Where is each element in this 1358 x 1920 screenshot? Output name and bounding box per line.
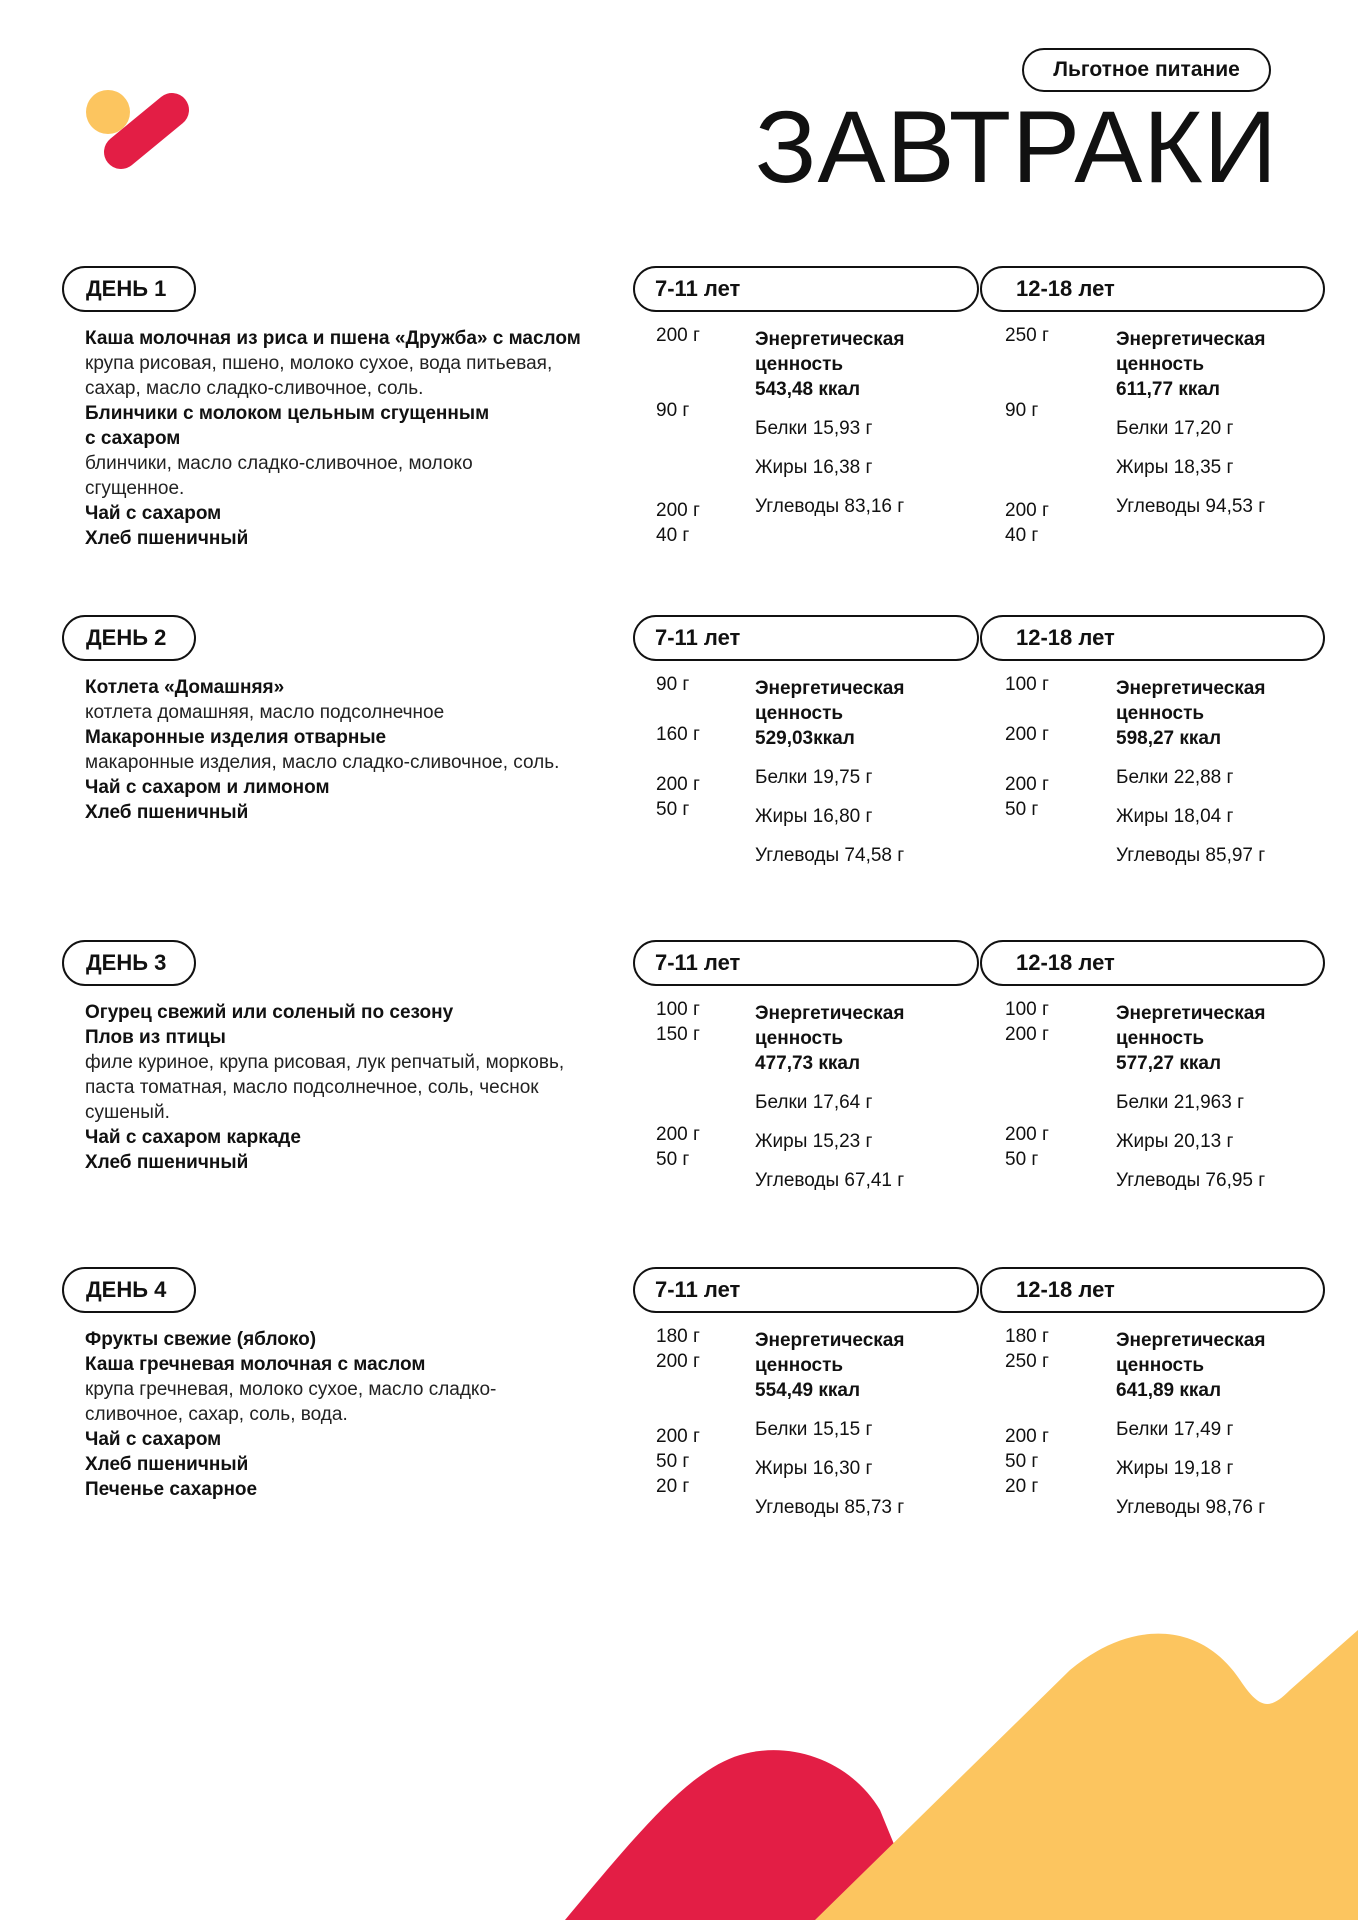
energy-value: 611,77 ккал — [1116, 379, 1220, 400]
dish-name: Хлеб пшеничный — [85, 1454, 249, 1475]
portion-weight: 180 г — [656, 1326, 700, 1347]
protein-value: Белки 21,963 г — [1116, 1092, 1245, 1113]
energy-value: 641,89 ккал — [1116, 1380, 1222, 1401]
dish-ingredients: блинчики, масло сладко-сливочное, молоко — [85, 453, 473, 474]
dish-name: Хлеб пшеничный — [85, 802, 249, 823]
portion-weight: 100 г — [1005, 999, 1049, 1020]
energy-label: ценность — [755, 703, 844, 724]
portion-weight: 180 г — [1005, 1326, 1049, 1347]
decorative-shapes — [0, 1620, 1358, 1920]
energy-value: 543,48 ккал — [755, 379, 861, 400]
nutrition-facts — [1116, 327, 1316, 519]
portion-weight: 200 г — [656, 1124, 700, 1145]
carbs-value: Углеводы 76,95 г — [1116, 1170, 1266, 1191]
energy-label: Энергетическая — [1116, 329, 1266, 350]
menu-list — [85, 675, 630, 825]
day-section — [0, 1267, 1358, 1597]
portion-weight: 200 г — [656, 325, 700, 346]
portion-weight: 200 г — [656, 1426, 700, 1447]
protein-value: Белки 17,64 г — [755, 1092, 873, 1113]
dish-name: Каша молочная из риса и пшена «Дружба» с маслом — [85, 328, 581, 349]
menu-list — [85, 1327, 630, 1502]
portion-weight: 200 г — [656, 774, 700, 795]
nutrition-facts — [755, 327, 955, 519]
age-group-7-11: 7-11 лет — [633, 940, 979, 986]
fat-value: Жиры 18,35 г — [1116, 457, 1234, 478]
dish-ingredients: филе куриное, крупа рисовая, лук репчатый, морковь, — [85, 1052, 565, 1073]
energy-label: Энергетическая — [1116, 678, 1266, 699]
portion-weight: 200 г — [1005, 500, 1049, 521]
nutrition-facts — [755, 1328, 955, 1520]
carbs-value: Углеводы 85,97 г — [1116, 845, 1266, 866]
protein-value: Белки 15,93 г — [755, 418, 873, 439]
portion-weight: 40 г — [656, 525, 690, 546]
portion-weight: 50 г — [1005, 1149, 1039, 1170]
brand-logo — [84, 86, 194, 176]
portion-weight: 100 г — [1005, 674, 1049, 695]
portion-weight: 50 г — [1005, 1451, 1039, 1472]
nutrition-facts — [1116, 1001, 1316, 1193]
age-group-12-18: 12-18 лет — [980, 1267, 1325, 1313]
energy-label: ценность — [1116, 1355, 1205, 1376]
yellow-wave-shape — [815, 1630, 1358, 1920]
energy-label: ценность — [755, 1028, 844, 1049]
fat-value: Жиры 15,23 г — [755, 1131, 873, 1152]
dish-name: Чай с сахаром и лимоном — [85, 777, 330, 798]
carbs-value: Углеводы 94,53 г — [1116, 496, 1266, 517]
fat-value: Жиры 20,13 г — [1116, 1131, 1234, 1152]
energy-label: ценность — [1116, 703, 1205, 724]
portion-weight: 200 г — [1005, 774, 1049, 795]
protein-value: Белки 17,49 г — [1116, 1419, 1234, 1440]
dish-name: Хлеб пшеничный — [85, 528, 249, 549]
age-group-7-11: 7-11 лет — [633, 1267, 979, 1313]
carbs-value: Углеводы 98,76 г — [1116, 1497, 1266, 1518]
energy-label: ценность — [1116, 354, 1205, 375]
logo-yellow-dot — [86, 90, 130, 134]
dish-name: Блинчики с молоком цельным сгущенным — [85, 403, 490, 424]
energy-value: 477,73 ккал — [755, 1053, 861, 1074]
protein-value: Белки 15,15 г — [755, 1419, 873, 1440]
energy-label: Энергетическая — [755, 1003, 905, 1024]
portion-weight: 200 г — [656, 1351, 700, 1372]
nutrition-facts — [755, 676, 955, 868]
dish-ingredients: макаронные изделия, масло сладко-сливочное, соль. — [85, 752, 560, 773]
portion-weight: 90 г — [656, 400, 690, 421]
age-group-12-18: 12-18 лет — [980, 940, 1325, 986]
protein-value: Белки 19,75 г — [755, 767, 873, 788]
energy-label: Энергетическая — [755, 1330, 905, 1351]
dish-ingredients: сгущенное. — [85, 478, 185, 499]
age-group-7-11: 7-11 лет — [633, 266, 979, 312]
dish-ingredients: паста томатная, масло подсолнечное, соль, чеснок — [85, 1077, 539, 1098]
portion-weight: 90 г — [656, 674, 690, 695]
dish-ingredients: сушеный. — [85, 1102, 170, 1123]
fat-value: Жиры 18,04 г — [1116, 806, 1234, 827]
age-group-12-18: 12-18 лет — [980, 615, 1325, 661]
fat-value: Жиры 19,18 г — [1116, 1458, 1234, 1479]
carbs-value: Углеводы 83,16 г — [755, 496, 905, 517]
menu-list — [85, 1000, 630, 1175]
portion-weight: 50 г — [1005, 799, 1039, 820]
energy-value: 554,49 ккал — [755, 1380, 861, 1401]
carbs-value: Углеводы 85,73 г — [755, 1497, 905, 1518]
dish-name: Фрукты свежие (яблоко) — [85, 1329, 317, 1350]
day-section — [0, 940, 1358, 1270]
fat-value: Жиры 16,80 г — [755, 806, 873, 827]
portion-weight: 90 г — [1005, 400, 1039, 421]
dish-name: Чай с сахаром — [85, 503, 222, 524]
day-section — [0, 266, 1358, 596]
dish-name: Котлета «Домашняя» — [85, 677, 285, 698]
energy-label: ценность — [1116, 1028, 1205, 1049]
portion-weight: 200 г — [1005, 1426, 1049, 1447]
nutrition-facts — [1116, 1328, 1316, 1520]
portion-weight: 50 г — [656, 1149, 690, 1170]
fat-value: Жиры 16,30 г — [755, 1458, 873, 1479]
energy-value: 598,27 ккал — [1116, 728, 1222, 749]
age-group-12-18: 12-18 лет — [980, 266, 1325, 312]
dish-name: Хлеб пшеничный — [85, 1152, 249, 1173]
carbs-value: Углеводы 67,41 г — [755, 1170, 905, 1191]
protein-value: Белки 22,88 г — [1116, 767, 1234, 788]
dish-ingredients: котлета домашняя, масло подсолнечное — [85, 702, 445, 723]
portion-weight: 100 г — [656, 999, 700, 1020]
portion-weight: 50 г — [656, 1451, 690, 1472]
portion-weight: 20 г — [1005, 1476, 1039, 1497]
page-title: ЗАВТРАКИ — [754, 90, 1278, 204]
menu-list — [85, 326, 630, 551]
dish-name: Чай с сахаром — [85, 1429, 222, 1450]
protein-value: Белки 17,20 г — [1116, 418, 1234, 439]
portion-weight: 40 г — [1005, 525, 1039, 546]
energy-value: 577,27 ккал — [1116, 1053, 1222, 1074]
portion-weight: 200 г — [1005, 724, 1049, 745]
energy-label: Энергетическая — [755, 678, 905, 699]
dish-name: Огурец свежий или соленый по сезону — [85, 1002, 454, 1023]
day-label: ДЕНЬ 2 — [62, 615, 196, 661]
dish-name: Каша гречневая молочная с маслом — [85, 1354, 426, 1375]
energy-label: ценность — [755, 354, 844, 375]
energy-label: Энергетическая — [1116, 1003, 1266, 1024]
portion-weight: 200 г — [1005, 1024, 1049, 1045]
age-group-7-11: 7-11 лет — [633, 615, 979, 661]
fat-value: Жиры 16,38 г — [755, 457, 873, 478]
dish-name: Плов из птицы — [85, 1027, 226, 1048]
portion-weight: 50 г — [656, 799, 690, 820]
dish-name: Чай с сахаром каркаде — [85, 1127, 301, 1148]
dish-ingredients: сливочное, сахар, соль, вода. — [85, 1404, 348, 1425]
dish-name: с сахаром — [85, 428, 181, 449]
category-badge: Льготное питание — [1022, 48, 1271, 92]
portion-weight: 160 г — [656, 724, 700, 745]
energy-value: 529,03ккал — [755, 728, 855, 749]
dish-name: Печенье сахарное — [85, 1479, 258, 1500]
portion-weight: 250 г — [1005, 1351, 1049, 1372]
day-section — [0, 615, 1358, 945]
portion-weight: 150 г — [656, 1024, 700, 1045]
day-label: ДЕНЬ 4 — [62, 1267, 196, 1313]
dish-ingredients: крупа рисовая, пшено, молоко сухое, вода питьевая, — [85, 353, 553, 374]
energy-label: Энергетическая — [755, 329, 905, 350]
day-label: ДЕНЬ 1 — [62, 266, 196, 312]
energy-label: ценность — [755, 1355, 844, 1376]
portion-weight: 200 г — [1005, 1124, 1049, 1145]
carbs-value: Углеводы 74,58 г — [755, 845, 905, 866]
portion-weight: 200 г — [656, 500, 700, 521]
portion-weight: 20 г — [656, 1476, 690, 1497]
portion-weight: 250 г — [1005, 325, 1049, 346]
nutrition-facts — [1116, 676, 1316, 868]
energy-label: Энергетическая — [1116, 1330, 1266, 1351]
day-label: ДЕНЬ 3 — [62, 940, 196, 986]
nutrition-facts — [755, 1001, 955, 1193]
dish-name: Макаронные изделия отварные — [85, 727, 387, 748]
dish-ingredients: сахар, масло сладко-сливочное, соль. — [85, 378, 424, 399]
dish-ingredients: крупа гречневая, молоко сухое, масло сладко- — [85, 1379, 497, 1400]
